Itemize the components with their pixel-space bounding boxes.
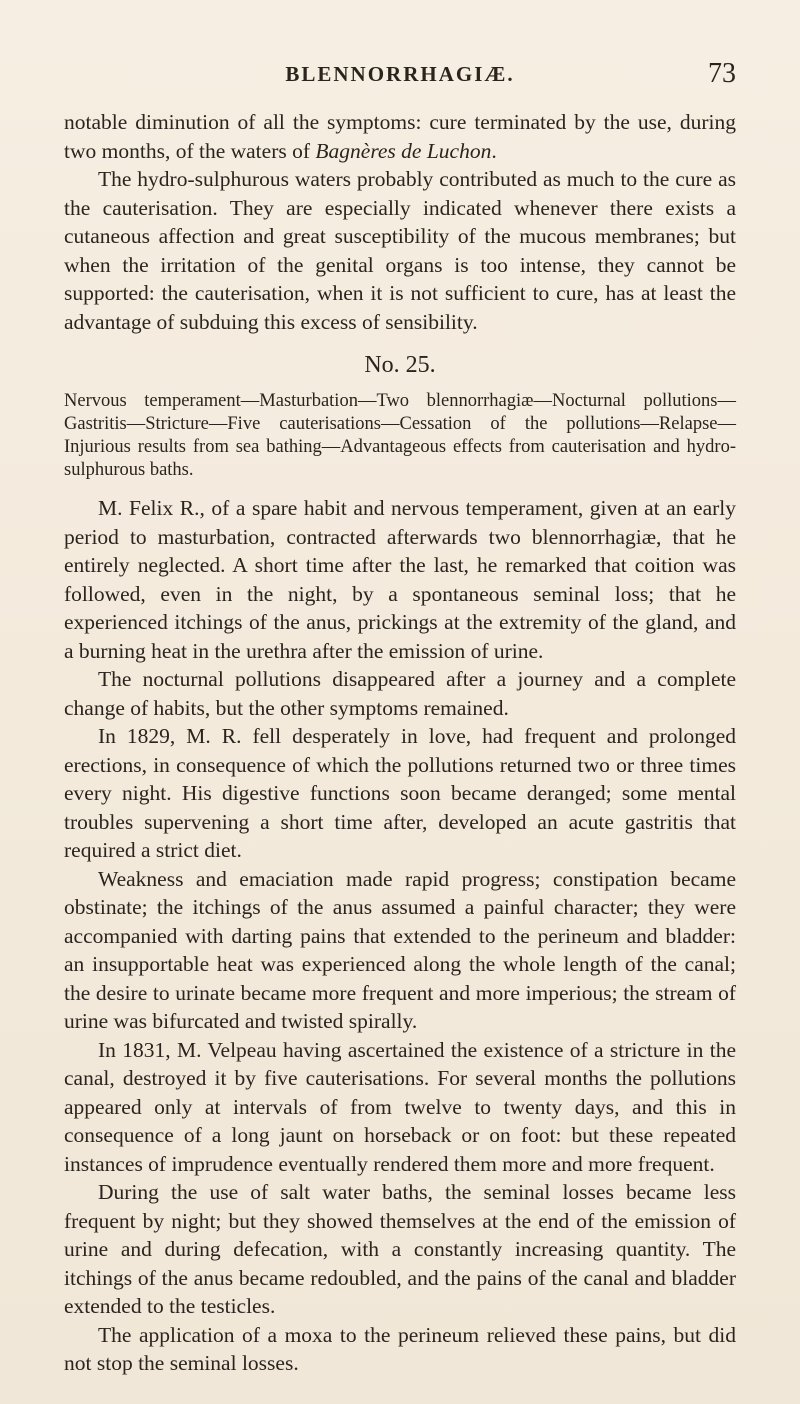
page-header — [0, 58, 800, 102]
case-paragraph: M. Felix R., of a spare habit and nervous temperament, given at an early period to masturbation, contracted afterwards two blennorrhagiæ, that he entirely neglected. A short time after the last, he remarked that coition was followed, even in the night, by a spontaneous seminal loss; that he experienced itchings of the anus, prickings at the extremity of the gland, and a burning heat in the urethra after the emission of urine. — [64, 496, 736, 663]
case-summary: Nervous temperament—Masturbation—Two blennorrhagiæ—Nocturnal pollutions—Gastritis—Stricture—Five cauterisations—Cessation of the pollutions—Relapse—Injurious results from sea bathing—Advantageous effects from cauterisation and hydro-sulphurous baths. — [64, 391, 736, 480]
page-number: 73 — [708, 58, 736, 89]
case-paragraph: Weakness and emaciation made rapid progress; constipation became obstinate; the itchings of the anus assumed a painful character; they were accompanied with darting pains that extended to the perineum and bladder: an insupportable heat was experienced along the whole length of the canal; the desire to urinate became more frequent and more imperious; the stream of urine was bifurcated and twisted spirally. — [64, 866, 736, 1033]
intro-text: notable diminution of all the symptoms: cure terminated by the use, during two months, of the waters of — [64, 110, 736, 163]
case-title: No. 25. — [364, 352, 436, 378]
intro-text-end: . — [491, 138, 497, 163]
case-paragraph: In 1831, M. Velpeau having ascertained the existence of a stricture in the canal, destroyed it by five cauterisations. For several months the pollutions appeared only at intervals of from twelve to twenty days, and this in consequence of a long jaunt on horseback or on foot: but these repeated instances of imprudence eventually rendered them more and more frequent. — [64, 1037, 736, 1176]
page-body — [64, 108, 736, 1378]
case-paragraph: The application of a moxa to the perineum relieved these pains, but did not stop the seminal losses. — [64, 1322, 736, 1375]
intro-paragraph-1 — [64, 108, 736, 165]
running-head: BLENNORRHAGIÆ. — [285, 62, 515, 86]
case-paragraph: In 1829, M. R. fell desperately in love, had frequent and prolonged erections, in consequence of which the pollutions returned two or three times every night. His digestive functions soon became deranged; some mental troubles supervening a short time after, developed an acute gastritis that required a strict diet. — [64, 724, 736, 862]
place-name: Bagnères de Luchon — [315, 138, 492, 163]
case-paragraph: During the use of salt water baths, the seminal losses became less frequent by night; but they showed themselves at the end of the emission of urine and during defecation, with a constantly increasing quantity. The itchings of the anus became redoubled, and the pains of the canal and bladder extended to the testicles. — [64, 1180, 736, 1318]
intro-paragraph-2: The hydro-sulphurous waters probably contributed as much to the cure as the cauterisation. They are especially indicated whenever there exists a cutaneous affection and great susceptibility of the mucous membranes; but when the irritation of the genital organs is too intense, they cannot be supported: the cauterisation, when it is not sufficient to cure, has at least the advantage of subduing this excess of sensibility. — [64, 167, 736, 334]
case-paragraph: The nocturnal pollutions disappeared after a journey and a complete change of habits, but the other symptoms remained. — [64, 667, 736, 720]
